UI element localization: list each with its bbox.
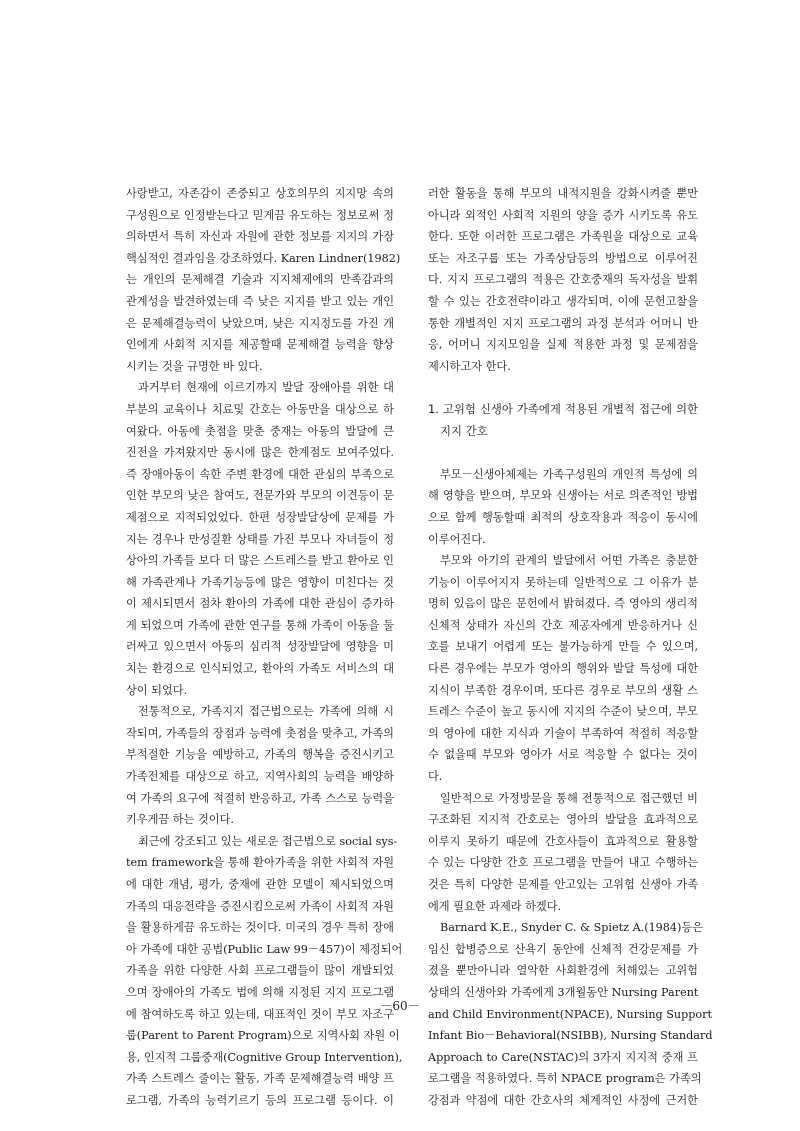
text-line: 으로 함께 행동할때 최적의 상호작용과 적응이 동시에 [428,510,698,524]
text-line: 이루어진다. [428,532,486,546]
text-line: 러한 활동을 통해 부모의 내적지원을 강화시켜줄 뿐만 [428,187,698,200]
text-line: 구성원으로 인정받는다고 믿게끔 유도하는 정보로써 정 [126,208,394,222]
paragraph-start-line: 부모－신생아체제는 가족구성원의 개인적 특성에 의 [440,467,698,481]
text-line: 상태의 신생아와 가족에게 3개월동안 Nursing Parent [428,985,699,999]
text-line: 트레스 수준이 높고 동시에 지지의 수준이 낮으며, 부모 [428,705,698,719]
text-line: 관계성을 발견하였는데 즉 낮은 지지를 받고 있는 개인 [126,294,394,308]
text-line: 할 수 있는 간호전략이라고 생각되며, 이에 문헌고찰을 [428,294,698,308]
text-line: 부분의 교육이나 치료및 간호는 아동만을 대상으로 하 [126,402,394,416]
text-line: 다른 경우에는 부모가 영아의 행위와 발달 특성에 대한 [428,662,698,676]
text-line: 게 되었으며 가족에 관한 연구를 통해 가족이 아동을 둘 [126,618,394,632]
page-number: －60－ [380,999,420,1013]
text-line: 것은 특히 다양한 문제를 안고있는 고위험 신생아 가족 [428,878,698,891]
text-line: 에 참여하도록 하고 있는데, 대표적인 것이 부모 자조구 [126,1007,394,1021]
text-line: 구조화된 지지적 간호로는 영아의 발달을 효과적으로 [428,813,698,827]
paragraph-start-line: 부모와 아기의 관계의 발달에서 어떤 가족은 충분한 [440,554,698,568]
text-line: 상아의 가족들 보다 더 많은 스트레스를 받고 환아로 인 [126,554,394,568]
text-line: 을 활용하게끔 유도하는 것이다. 미국의 경우 특히 장애 [126,921,394,935]
text-line: 아 가족에 대한 공법(Public Law 99－457)이 제정되어 [126,942,403,956]
text-line: 지식이 부족한 경우이며, 또다른 경우로 부모의 생활 스 [428,683,698,697]
text-line: 가족을 위한 다양한 사회 프로그램들이 많이 개발되었 [126,964,394,978]
text-line: 아니라 외적인 사회적 지원의 양을 증가 시키도록 유도 [428,208,698,222]
text-line: 작되며, 가족들의 장점과 능력에 촛점을 맞추고, 가족의 [126,726,394,740]
text-line: 에게 필요한 과제라 하겠다. [428,899,562,913]
text-line: 수 없을때 부모와 영아가 서로 적응할 수 없다는 것이 [428,748,698,762]
text-line: 의 영아에 대한 지식과 기술이 부족하여 적절히 적응할 [428,726,698,740]
text-line: 졌을 뿐만아니라 열악한 사회환경에 처해있는 고위험 [428,964,698,978]
text-line: 다. 지지 프로그램의 적용은 간호중재의 독자성을 발휘 [428,273,698,287]
text-line: 임신 합병증으로 산욕기 동안에 신체적 건강문제를 가 [428,942,698,956]
text-line: 해 영향을 받으며, 부모와 신생아는 서로 의존적인 방법 [428,489,698,503]
text-line: 이 제시되면서 점차 환아의 가족에 대한 관심이 증가하 [126,597,394,611]
text-line: 여 가족의 요구에 적절히 반응하고, 가족 스스로 능력을 [126,791,394,805]
text-line: 또는 자조구룹 또는 가족상담등의 방법으로 이루어진 [428,251,698,265]
text-line: 용, 인지적 그룹중재(Cognitive Group Intervention), [126,1050,403,1064]
text-line: 호를 보내기 어렵게 또는 불가능하게 만들 수 있으며, [428,640,698,654]
text-line: 진전을 가져왔지만 동시에 많은 한계점도 보여주었다. [126,446,394,460]
text-line: 러싸고 있으면서 아동의 심리적 성장발달에 영향을 미 [126,640,394,654]
text-line: 인한 부모의 낮은 참여도, 전문가와 부모의 이견등이 문 [126,489,394,503]
text-line: 명히 있음이 많은 문헌에서 밝혀졌다. 즉 영아의 생리적 [428,597,698,611]
text-line: 로그램, 가족의 능력기르기 등의 프로그램 등이다. 이 [126,1093,394,1107]
text-line: 통한 개별적인 지지 프로그램의 과정 분석과 어머니 반 [428,316,698,330]
text-line: 응, 어머니 지지모임을 실제 적용한 과정 및 문제점을 [428,338,698,352]
text-line: 의하면서 특히 자신과 자원에 관한 정보를 지지의 가장 [126,230,394,244]
text-line: Approach to Care(NSTAC)의 3가지 지지적 중재 프 [428,1050,698,1064]
text-line: 시키는 것을 규명한 바 있다. [126,359,263,373]
paragraph-start-line: 과거부터 현재에 이르기까지 발달 장애아를 위한 대 [138,381,394,395]
text-line: 인에게 사회적 지지를 제공할때 문제해결 능력을 향상 [126,338,394,352]
text-line: 가족의 대응전략을 증진시킴으로써 가족이 사회적 자원 [126,899,394,913]
text-line: 으며 장애아의 가족도 법에 의해 지정된 지지 프로그램 [126,985,394,999]
text-line: 에 대한 개념, 평가, 중재에 관한 모델이 제시되었으며 [126,878,394,891]
right-column [428,183,713,1112]
text-line: tem framework을 통해 환아가족을 위한 사회적 자원 [126,856,394,870]
text-line: 룹(Parent to Parent Program)으로 지역사회 자원 이 [126,1029,400,1043]
text-line: 강점과 약점에 대한 간호사의 체계적인 사정에 근거한 [428,1093,698,1107]
text-line: 은 문제해결능력이 낮았으며, 낮은 지지정도를 가진 개 [126,316,394,330]
spacer [428,442,698,464]
text-line: 부적절한 기능을 예방하고, 가족의 행복을 증진시키고 [126,748,394,762]
text-line: 상이 되었다. [126,683,188,697]
text-line: 기능이 이루어지지 못하는데 일반적으로 그 이유가 분 [428,575,698,589]
paragraph-start-line: Barnard K.E., Snyder C. & Spietz A.(1984)등은 [440,921,704,935]
text-line: 신체적 상태가 자신의 간호 제공자에게 반응하거나 신 [428,618,698,632]
section-heading-line-2: 지지 간호 [440,423,488,438]
text-line: 제점으로 지적되었었다. 한편 성장발달상에 문제를 가 [126,510,394,524]
text-line: 여왔다. 아동에 촛점을 맞춘 중재는 아동의 발달에 큰 [126,424,394,438]
section-heading-line-1: 1. 고위험 신생아 가족에게 적용된 개별적 접근에 의한 [428,401,698,416]
text-line: 즉 장애아동이 속한 주변 환경에 대한 관심의 부족으로 [126,467,394,481]
text-line: and Child Environment(NPACE), Nursing Support [428,1007,713,1021]
text-line: 가족 스트레스 줄이는 활동, 가족 문제해결능력 배양 프 [126,1072,394,1086]
text-line: 해 가족관계나 가족기능등에 많은 영향이 미친다는 것 [126,575,394,589]
paragraph-start-line: 최근에 강조되고 있는 새로운 접근법으로 social sys- [138,834,398,848]
text-line: 제시하고자 한다. [428,359,511,373]
text-line: 한다. 또한 이러한 프로그램은 가족원을 대상으로 교육 [428,230,698,244]
paragraph-start-line: 전통적으로, 가족지지 접근법으로는 가족에 의해 시 [138,705,394,719]
text-line: Infant Bio－Behavioral(NSIBB), Nursing Standard [428,1029,713,1043]
text-line: 다. [428,770,443,784]
section-heading [428,399,698,442]
text-line: 가족전체를 대상으로 하고, 지역사회의 능력을 배양하 [126,770,394,784]
paragraph-start-line: 일반적으로 가정방문을 통해 전통적으로 접근했던 비 [440,791,698,805]
text-line: 지는 경우나 만성질환 상태를 가진 부모나 자녀들이 정 [126,532,394,546]
text-line: 로그램을 적용하였다. 특히 NPACE program은 가족의 [428,1072,702,1086]
text-line: 치는 환경으로 인식되었고, 환아의 가족도 서비스의 대 [126,662,394,676]
text-line: 이루지 못하기 때문에 간호사들이 효과적으로 활용할 [428,834,698,848]
text-line: 핵심적인 결과임을 강조하였다. Karen Lindner(1982) [126,251,401,265]
text-line: 사랑받고, 자존감이 존중되고 상호의무의 지지망 속의 [126,187,394,200]
spacer [428,377,698,399]
text-line: 키우게끔 하는 것이다. [126,813,234,827]
text-line: 수 있는 다양한 간호 프로그램을 만들어 내고 수행하는 [428,856,698,870]
text-line: 는 개인의 문제해결 기술과 지지체제에의 만족감과의 [126,273,394,287]
